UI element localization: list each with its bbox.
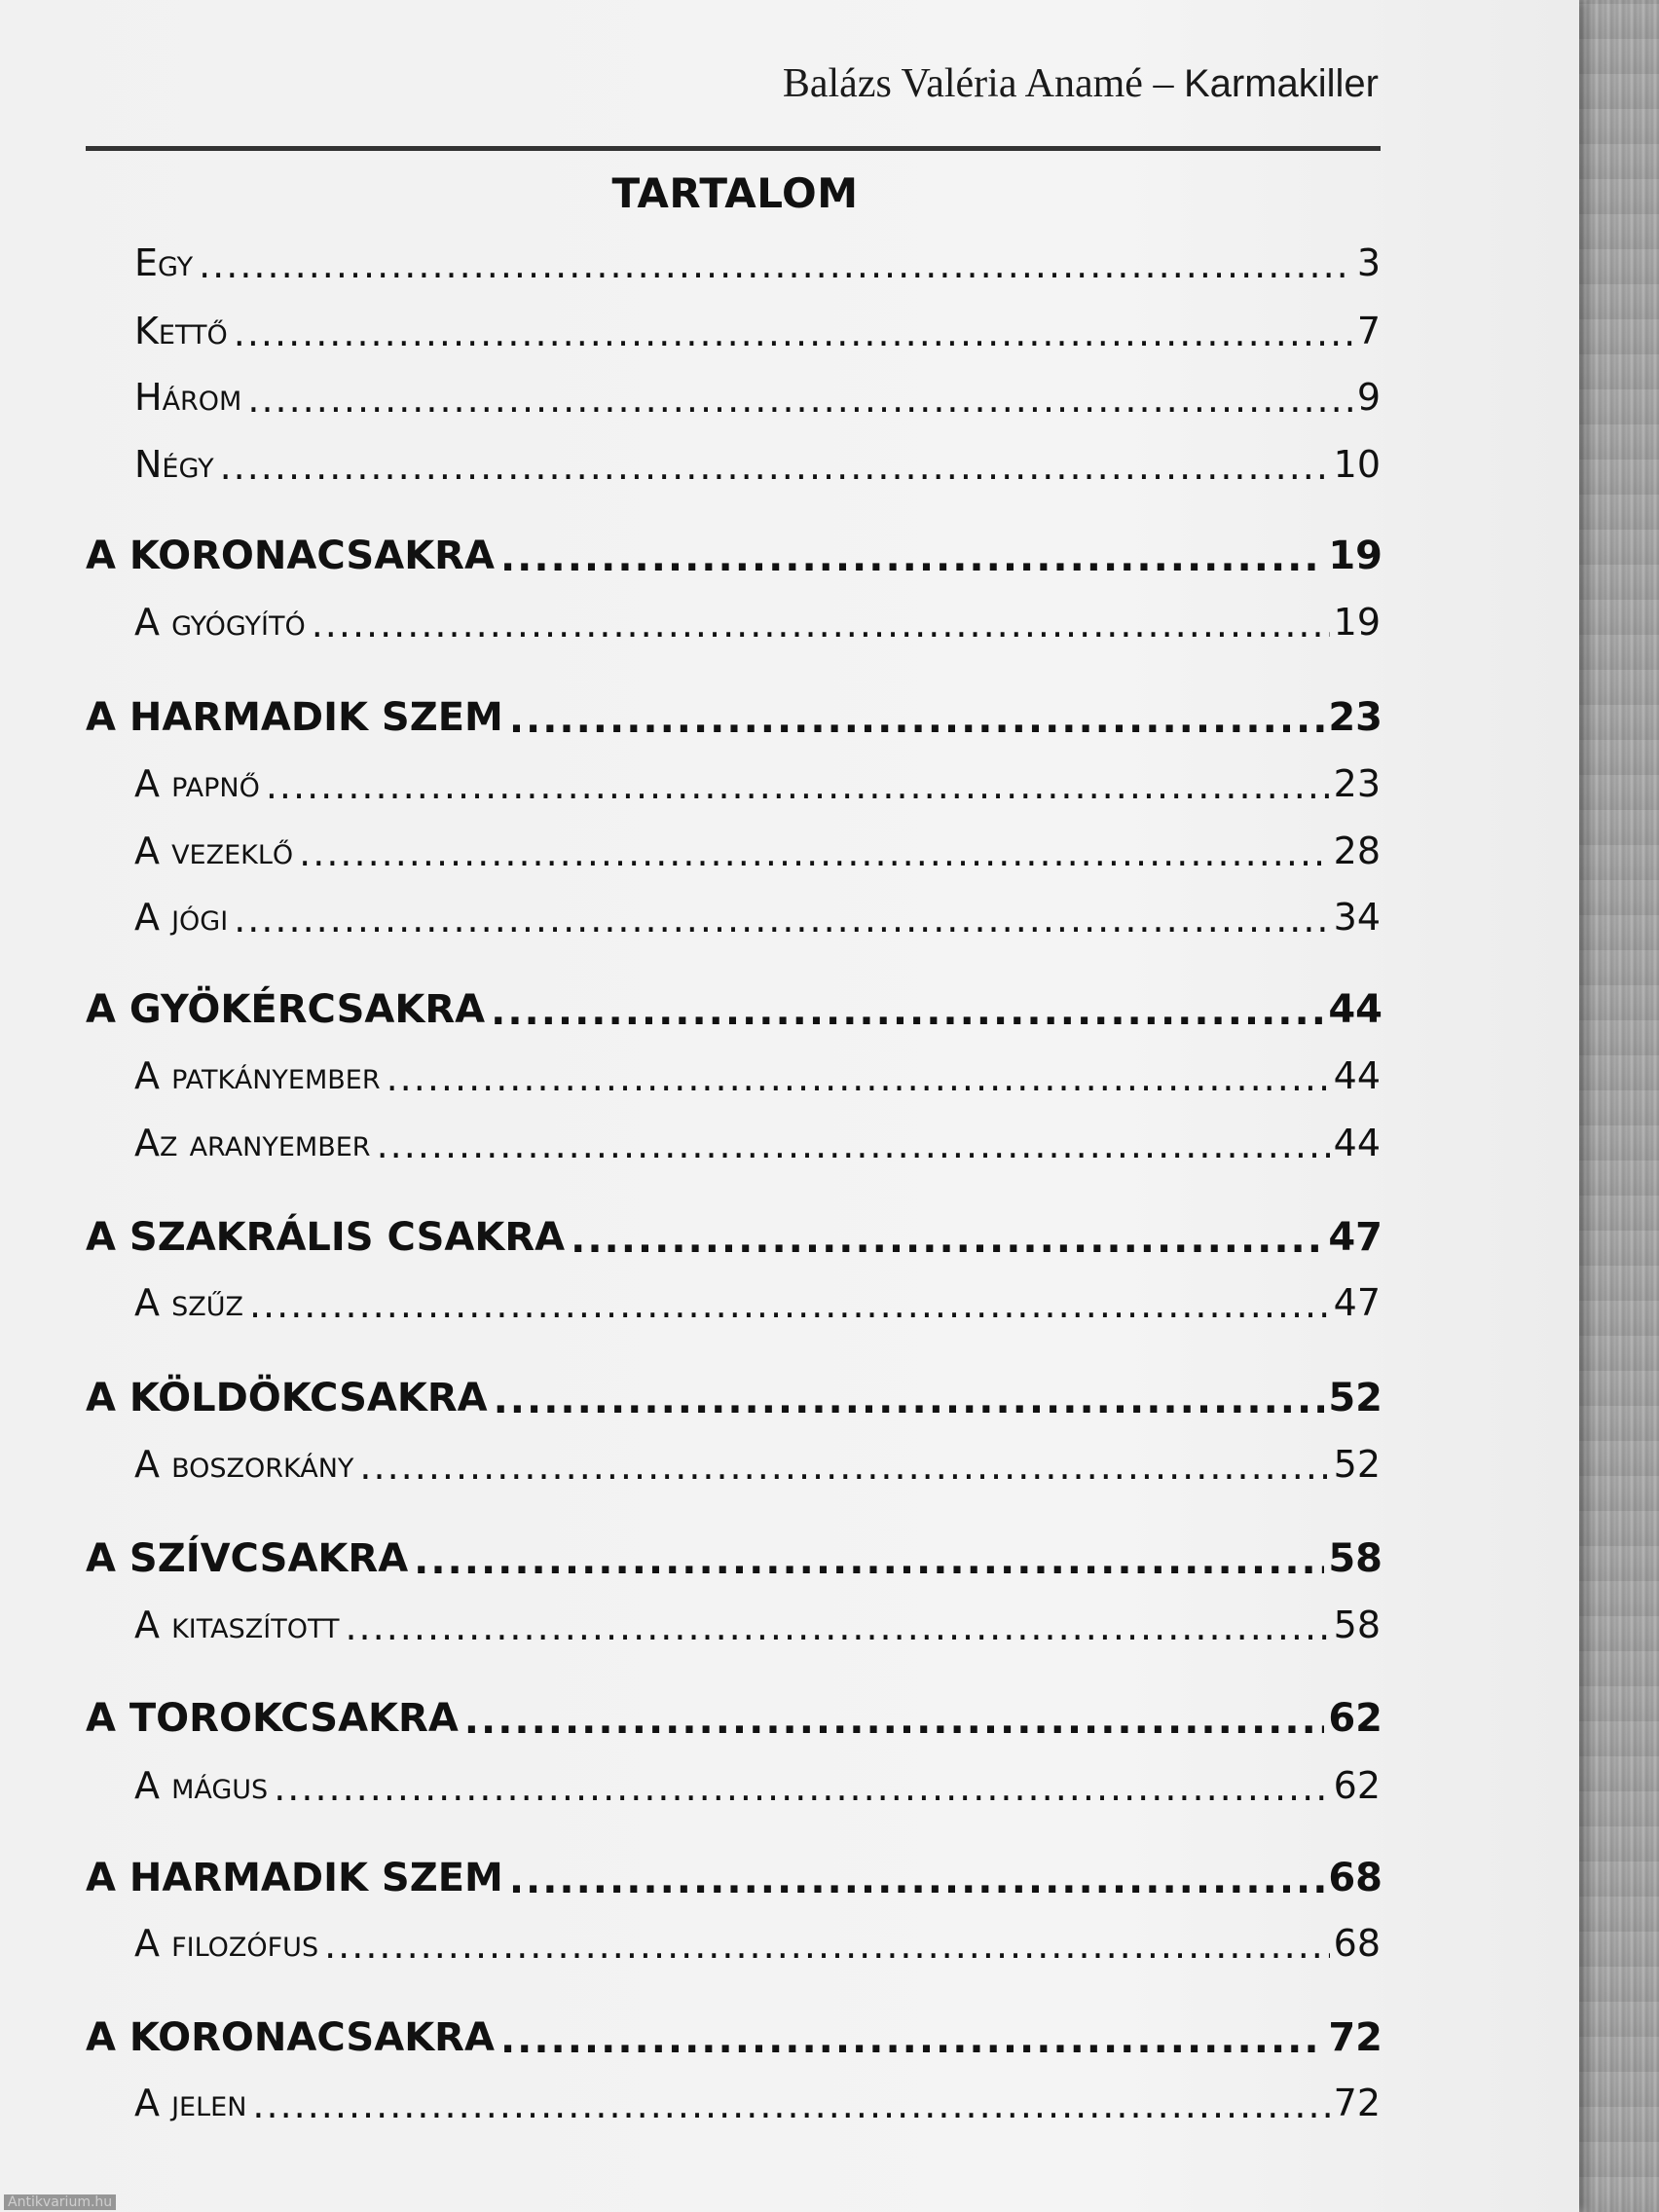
toc-page-number: 23 xyxy=(1333,762,1381,805)
toc-entry-label: A KORONACSAKRA xyxy=(86,2015,495,2060)
toc-page-number: 68 xyxy=(1328,1856,1382,1900)
toc-entry-label: Négy xyxy=(134,443,214,486)
toc-section-entry xyxy=(134,310,1381,352)
toc-entry-label: A HARMADIK SZEM xyxy=(86,1856,503,1900)
toc-page-number: 52 xyxy=(1328,1376,1382,1420)
toc-entry-label: A KORONACSAKRA xyxy=(86,534,495,578)
toc-section-entry xyxy=(134,443,1381,486)
toc-page-number: 19 xyxy=(1333,601,1381,644)
toc-entry-label: A TOROKCSAKRA xyxy=(86,1696,459,1741)
toc-page-number: 72 xyxy=(1333,2082,1381,2124)
toc-leader-dots xyxy=(199,243,1353,280)
toc-leader-dots xyxy=(464,1698,1325,1737)
toc-entry-label: A jógi xyxy=(134,896,229,939)
toc-entry-label: A gyógyító xyxy=(134,601,306,644)
toc-section-entry xyxy=(134,241,1381,284)
toc-entry-label: A boszorkány xyxy=(134,1443,354,1486)
toc-leader-dots xyxy=(266,764,1330,801)
toc-chapter-entry xyxy=(86,1376,1382,1420)
toc-entry-label: A GYÖKÉRCSAKRA xyxy=(86,987,486,1032)
toc-section-entry xyxy=(134,1443,1381,1486)
toc-page-number: 62 xyxy=(1333,1764,1381,1807)
toc-chapter-entry xyxy=(86,534,1382,578)
toc-chapter-entry xyxy=(86,695,1382,740)
toc-section-entry xyxy=(134,601,1381,644)
toc-section-entry xyxy=(134,1054,1381,1097)
toc-page-number: 68 xyxy=(1333,1922,1381,1965)
toc-leader-dots xyxy=(324,1924,1330,1961)
toc-entry-label: A vezeklő xyxy=(134,830,294,872)
toc-entry-label: A mágus xyxy=(134,1764,269,1807)
toc-page-number: 44 xyxy=(1328,987,1382,1032)
toc-entry-label: A HARMADIK SZEM xyxy=(86,695,503,740)
toc-page-number: 44 xyxy=(1333,1054,1381,1097)
toc-page-number: 28 xyxy=(1333,830,1381,872)
toc-leader-dots xyxy=(509,1858,1325,1897)
toc-leader-dots xyxy=(234,898,1329,935)
toc-page-number: 72 xyxy=(1328,2015,1382,2060)
toc-section-entry xyxy=(134,1604,1381,1646)
toc-leader-dots xyxy=(345,1605,1329,1642)
toc-leader-dots xyxy=(252,2083,1329,2120)
toc-section-entry xyxy=(134,376,1381,419)
header-book-title: Karmakiller xyxy=(1183,62,1379,105)
toc-page-number: 47 xyxy=(1333,1281,1381,1324)
toc-leader-dots xyxy=(274,1766,1329,1803)
toc-leader-dots xyxy=(500,2017,1324,2056)
toc-page-number: 62 xyxy=(1328,1696,1382,1741)
toc-chapter-entry xyxy=(86,2015,1382,2060)
toc-section-entry xyxy=(134,762,1381,805)
toc-title: TARTALOM xyxy=(611,169,859,217)
toc-leader-dots xyxy=(312,603,1330,640)
toc-entry-label: A kitaszított xyxy=(134,1604,340,1646)
toc-leader-dots xyxy=(387,1056,1330,1093)
toc-entry-label: A KÖLDÖKCSAKRA xyxy=(86,1376,488,1420)
toc-page-number: 3 xyxy=(1356,241,1381,284)
toc-section-entry xyxy=(134,896,1381,939)
toc-leader-dots xyxy=(414,1538,1324,1577)
toc-page-number: 47 xyxy=(1328,1215,1382,1260)
toc-leader-dots xyxy=(571,1217,1324,1256)
watermark: Antikvarium.hu xyxy=(4,2194,116,2210)
toc-entry-label: A jelen xyxy=(134,2082,247,2124)
toc-chapter-entry xyxy=(86,1856,1382,1900)
toc-leader-dots xyxy=(299,831,1329,868)
toc-entry-label: Három xyxy=(134,376,242,419)
toc-entry-label: A szűz xyxy=(134,1281,243,1324)
toc-section-entry xyxy=(134,1922,1381,1965)
toc-page-number: 58 xyxy=(1328,1536,1382,1581)
toc-page-number: 23 xyxy=(1328,695,1382,740)
toc-leader-dots xyxy=(377,1124,1330,1161)
toc-leader-dots xyxy=(234,312,1353,349)
toc-entry-label: A SZÍVCSAKRA xyxy=(86,1536,409,1581)
toc-leader-dots xyxy=(220,445,1330,482)
toc-page-number: 58 xyxy=(1333,1604,1381,1646)
toc-leader-dots xyxy=(509,697,1325,736)
toc-leader-dots xyxy=(249,1283,1330,1320)
toc-leader-dots xyxy=(359,1445,1329,1482)
toc-entry-label: Az aranyember xyxy=(134,1122,371,1164)
toc-leader-dots xyxy=(500,535,1324,574)
toc-entry-label: Egy xyxy=(134,241,194,284)
toc-leader-dots xyxy=(247,378,1352,415)
toc-entry-label: A filozófus xyxy=(134,1922,319,1965)
toc-entry-label: Kettő xyxy=(134,310,228,352)
toc-section-entry xyxy=(134,1281,1381,1324)
toc-page-number: 44 xyxy=(1333,1122,1381,1164)
toc-section-entry xyxy=(134,830,1381,872)
toc-page-number: 52 xyxy=(1333,1443,1381,1486)
toc-section-entry xyxy=(134,1764,1381,1807)
toc-section-entry xyxy=(134,2082,1381,2124)
header-separator: – xyxy=(1153,61,1174,106)
toc-chapter-entry xyxy=(86,987,1382,1032)
toc-chapter-entry xyxy=(86,1536,1382,1581)
toc-page-number: 19 xyxy=(1328,534,1382,578)
toc-entry-label: A papnő xyxy=(134,762,260,805)
toc-entry-label: A SZAKRÁLIS CSAKRA xyxy=(86,1215,566,1260)
toc-entry-label: A patkányember xyxy=(134,1054,381,1097)
header-author: Balázs Valéria Anamé xyxy=(782,61,1143,106)
toc-page-number: 10 xyxy=(1333,443,1381,486)
toc-chapter-entry xyxy=(86,1215,1382,1260)
background-surface xyxy=(1567,0,1659,2212)
toc-page-number: 7 xyxy=(1356,310,1381,352)
toc-leader-dots xyxy=(494,1378,1325,1417)
toc-section-entry xyxy=(134,1122,1381,1164)
toc-page-number: 34 xyxy=(1333,896,1381,939)
toc-page-number: 9 xyxy=(1356,376,1381,419)
toc-chapter-entry xyxy=(86,1696,1382,1741)
toc-leader-dots xyxy=(491,989,1324,1028)
